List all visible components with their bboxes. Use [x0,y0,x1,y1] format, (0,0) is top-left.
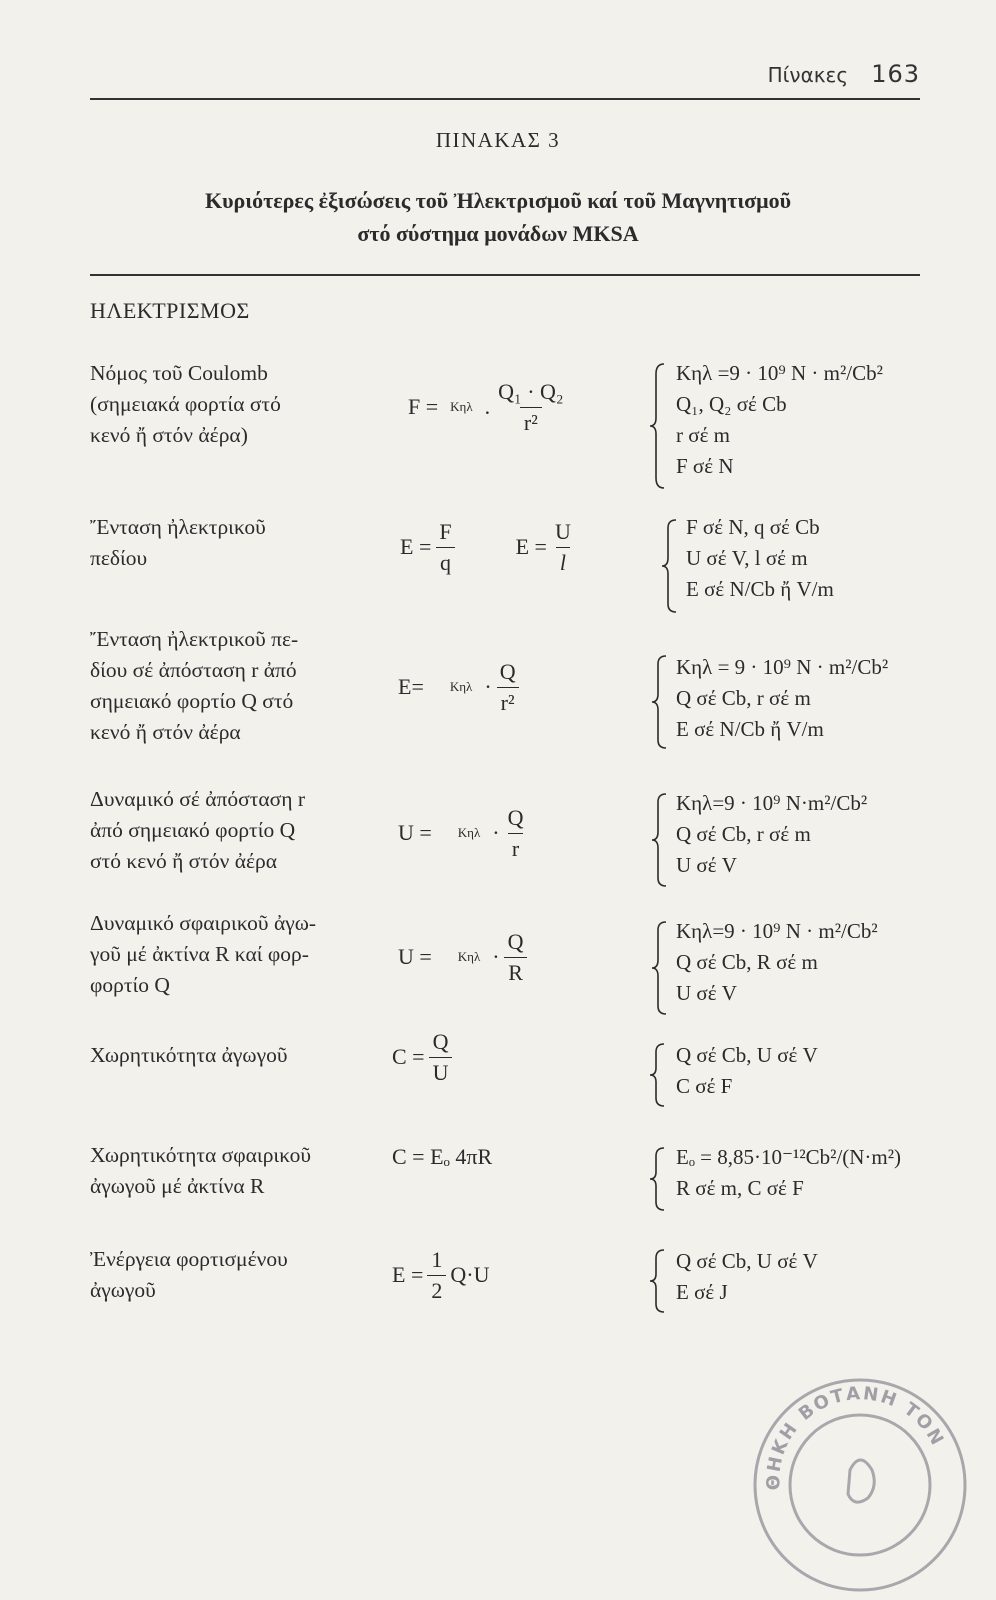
fraction: $\frac{U}{l}$ [554,518,571,575]
fraction: $\frac{Q}{r}$ [507,804,524,861]
caption-line-1: Κυριότερες ἐξισώσεις τοῦ Ἠλεκτρισμοῦ καί τοῦ Μαγνητισμοῦ [204,188,792,213]
brace-icon [650,654,670,750]
fraction: $\frac{1}{2}$ [427,1247,446,1304]
row-formula: E = $\frac{F}{q}$ E = $\frac{U}{l}$ [400,512,579,582]
brace-icon [650,792,670,888]
row-units: Q σέ Cb, U σέ V C σέ F [676,1043,818,1098]
fraction: $\frac{Q}{U}$ [429,1029,453,1086]
fraction: $\frac{Q}{\text{r²}}$ [496,659,520,716]
row-formula: C = $\frac{Q}{U}$ [392,1022,456,1092]
section-title: ΗΛΕΚΤΡΙΣΜΟΣ [90,298,250,323]
fraction: $\frac{\text{Q₁ · Q₂}}{\text{r²}}$ [498,378,564,435]
row-units: Κηλ =9 · 10⁹ N · m²/Cb² Q₁, Q₂ σέ Cb r σέ m F σέ N [676,361,883,478]
row-formula: F = Κηλ . $\frac{\text{Q₁ · Q₂}}{\text{r²}}$ [408,372,572,442]
top-rule [90,98,920,100]
caption-rule [90,274,920,276]
row-formula: E = $\frac{1}{2}$ Q·U [392,1246,490,1303]
row-formula: U = Κηλ · $\frac{Q}{r}$ [398,798,532,868]
row-description: Δυναμικό σέ ἀπόσταση r ἀπό σημειακό φορτίο Q στό κενό ἤ στόν ἀέρα [90,787,305,873]
row-description: Χωρητικότητα ἀγωγοῦ [90,1043,288,1067]
row-description: Ἐνέργεια φορτισμένου ἀγωγοῦ [90,1247,288,1302]
running-head [768,60,920,88]
row-units: Κηλ=9 · 10⁹ N · m²/Cb² Q σέ Cb, R σέ m U σέ V [676,919,878,1005]
row-description: Ἔνταση ἠλεκτρικοῦ πε- δίου σέ ἀπόσταση r ἀπό σημειακό φορτίο Q στό κενό ἤ στόν ἀέρα [90,627,299,744]
row-formula: U = Κηλ · $\frac{Q}{R}$ [398,922,532,992]
caption-line-2: στό σύστημα μονάδων MKSA [357,221,639,246]
row-units: Q σέ Cb, U σέ V E σέ J [676,1249,818,1304]
row-formula: E= Κηλ · $\frac{Q}{\text{r²}}$ [398,652,524,722]
brace-icon [648,1248,668,1314]
fraction: $\frac{Q}{R}$ [504,929,528,986]
table-label: ΠΙΝΑΚΑΣ 3 [435,128,561,152]
brace-icon [648,362,668,490]
brace-icon [648,1042,668,1108]
row-formula: C = Eₒ 4πR [392,1144,493,1169]
svg-text:ΘΗΚΗ ΒΟΤΑΝΗ ΤΟΝ: ΘΗΚΗ ΒΟΤΑΝΗ ΤΟΝ [763,1383,949,1491]
table-caption [80,184,916,250]
row-description: Νόμος τοῦ Coulomb (σημειακά φορτία στό κενό ἤ στόν ἀέρα) [90,361,281,447]
row-units: Κηλ=9 · 10⁹ N·m²/Cb² Q σέ Cb, r σέ m U σέ V [676,791,868,877]
row-description: Δυναμικό σφαιρικοῦ ἀγω- γοῦ μέ ἀκτίνα R καί φορ- φορτίο Q [90,911,317,997]
row-units: F σέ N, q σέ Cb U σέ V, l σέ m E σέ N/Cb ἤ V/m [686,515,834,601]
library-stamp-icon [740,1360,980,1600]
brace-icon [648,1146,668,1212]
brace-icon [650,920,670,1016]
row-units: Eₒ = 8,85·10⁻¹²Cb²/(N·m²) R σέ m, C σέ F [676,1145,902,1200]
row-description: Ἔνταση ἠλεκτρικοῦ πεδίου [90,515,266,570]
brace-icon [660,518,680,614]
fraction: $\frac{F}{q}$ [435,519,455,576]
row-description: Χωρητικότητα σφαιρικοῦ ἀγωγοῦ μέ ἀκτίνα R [90,1143,311,1198]
page-number: 163 [871,60,920,88]
running-head-section: Πίνακες [767,63,849,87]
row-units: Κηλ = 9 · 10⁹ N · m²/Cb² Q σέ Cb, r σέ m E σέ N/Cb ἤ V/m [676,655,889,741]
